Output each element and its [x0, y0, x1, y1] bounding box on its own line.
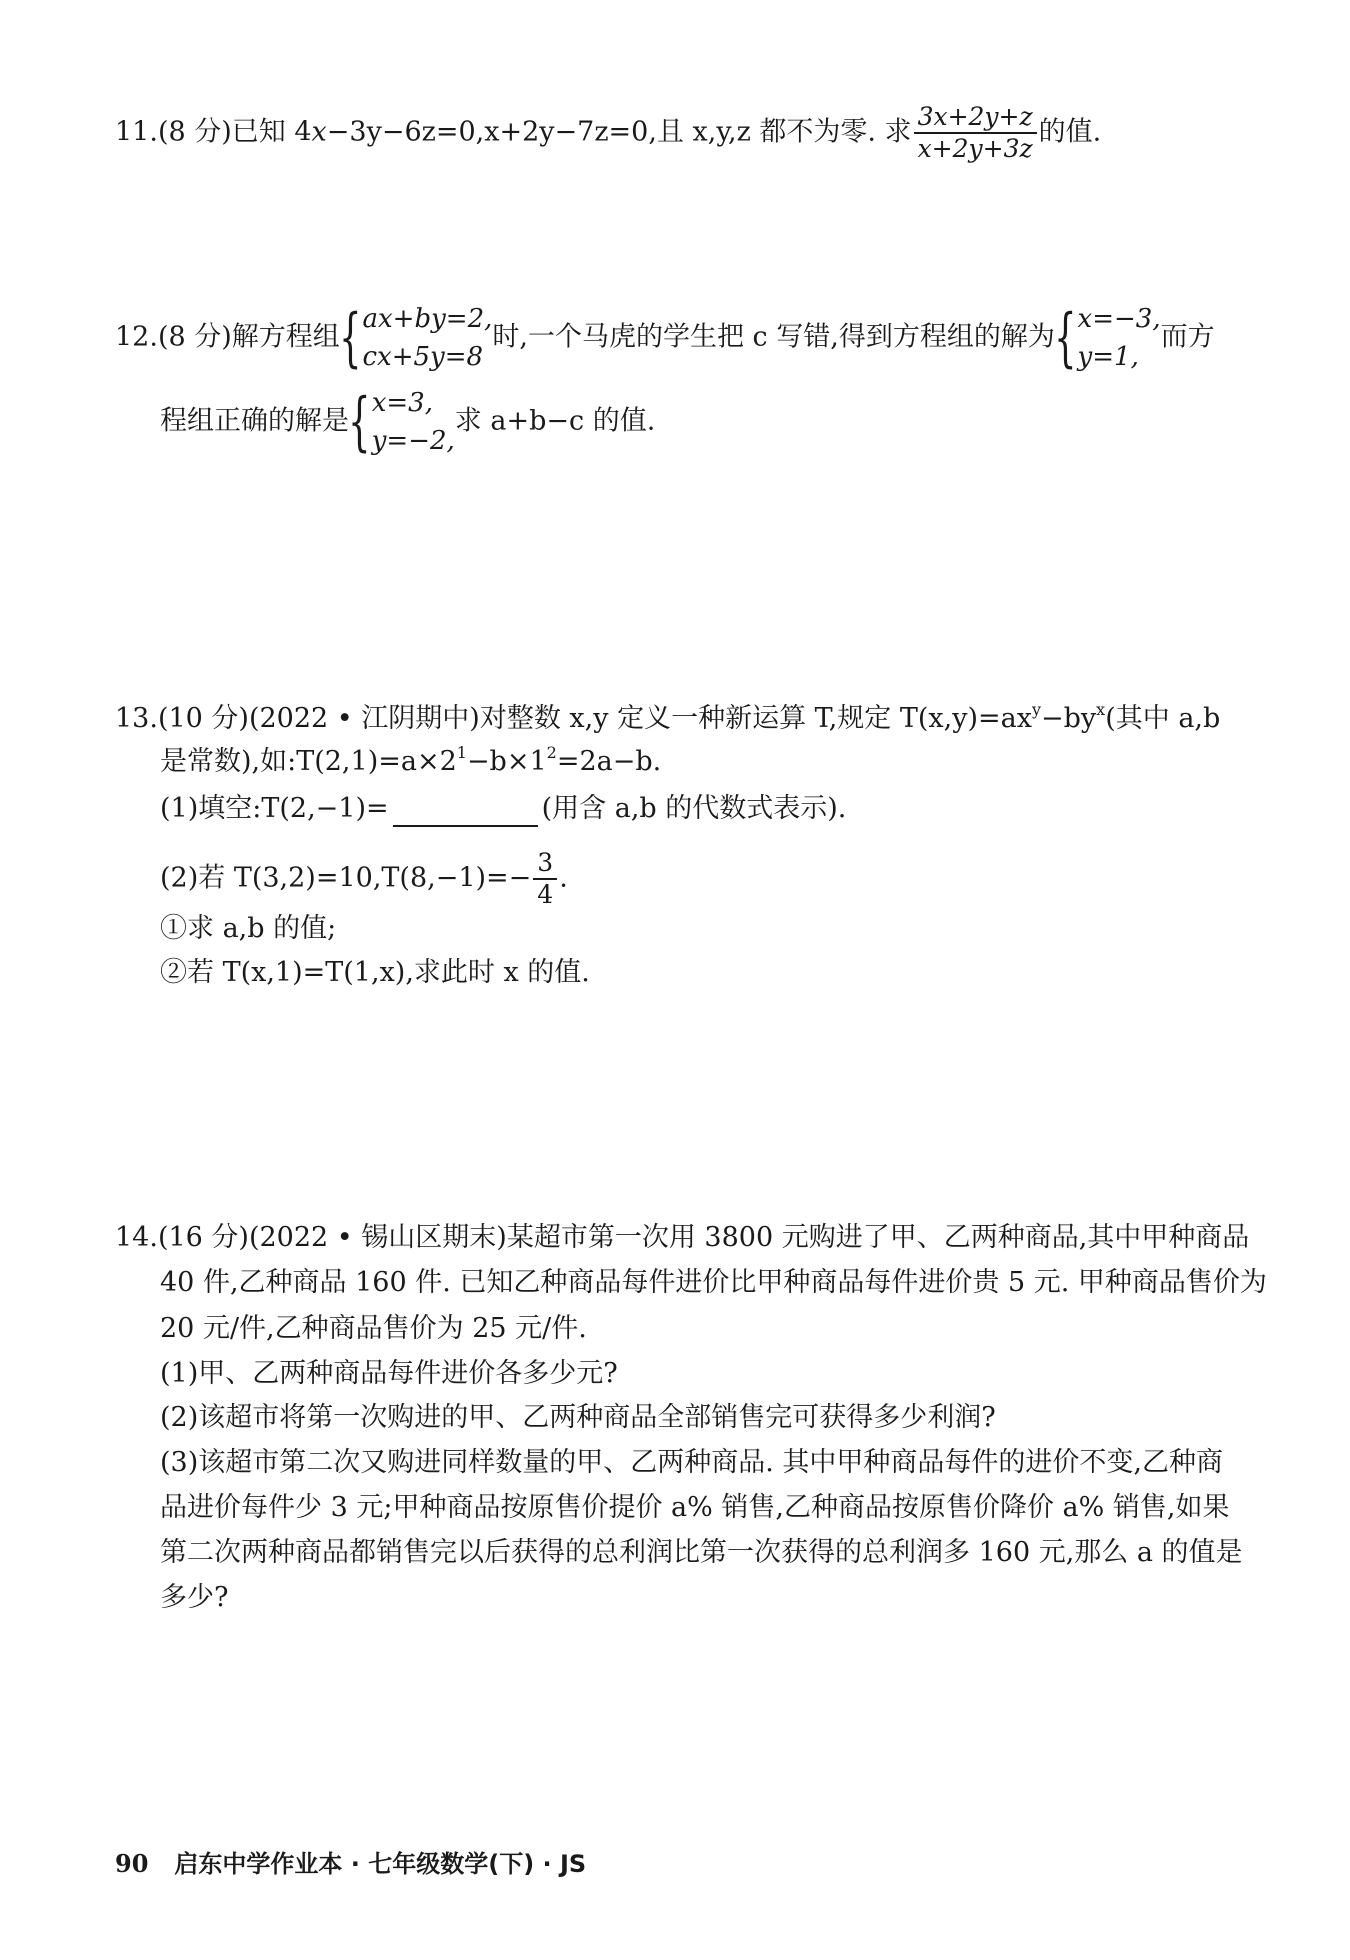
- q11-equations: −3y−6z=0,x+2y−7z=0,且 x,y,z 都不为零. 求: [326, 116, 912, 148]
- question-11: [115, 102, 1101, 164]
- page-number: 90: [115, 1849, 149, 1878]
- q11-number: 11.: [115, 116, 158, 148]
- q12-system-row-1: ax+by=2,: [362, 304, 493, 334]
- q14-score: (16 分): [157, 1222, 249, 1253]
- question-13: [115, 701, 1220, 737]
- q14-part-3-line-4: [160, 1580, 228, 1616]
- brace-icon: {: [1053, 301, 1077, 375]
- q11-text: 已知 4: [231, 116, 312, 148]
- q13-sup-1: 1: [456, 743, 467, 762]
- q12-correct-y: y=−2,: [371, 426, 455, 456]
- q14-line3: 20 元/件,乙种商品售价为 25 元/件.: [160, 1313, 587, 1344]
- q12-correct-x: x=3,: [371, 388, 433, 418]
- q13-line2c: =2a−b.: [556, 746, 662, 777]
- q14-part-1: [160, 1356, 618, 1392]
- q12-score: (8 分): [157, 321, 232, 353]
- q13-p2-fraction-numerator: 3: [537, 848, 554, 877]
- q11-fraction-numerator: 3x+2y+z: [917, 102, 1033, 131]
- q12-tail: 而方: [1160, 321, 1215, 353]
- q12-line2-lead: 程组正确的解是: [160, 405, 349, 437]
- q12-correct-solution: [349, 384, 455, 460]
- q14-p2: (2)该超市将第一次购进的甲、乙两种商品全部销售完可获得多少利润?: [160, 1402, 996, 1433]
- q13-score: (10 分): [157, 703, 249, 734]
- question-13-line-2: [160, 744, 661, 780]
- q13-p1-text: (1)填空:T(2,−1)=: [160, 793, 389, 824]
- q13-p2-fraction-denominator: 4: [537, 880, 554, 909]
- q13-p2-text: (2)若 T(3,2)=10,T(8,−1)=−: [160, 862, 532, 894]
- book-title: 启东中学作业本 · 七年级数学(下) · JS: [174, 1850, 587, 1878]
- q14-p3b: 品进价每件少 3 元;甲种商品按原售价提价 a% 销售,乙种商品按原售价降价 a% 销售,如果: [160, 1492, 1230, 1523]
- q13-line2b: −b×1: [466, 746, 547, 777]
- q11-fraction: [914, 102, 1037, 164]
- q13-line1b: −by: [1041, 703, 1097, 734]
- question-12-line-2: [160, 384, 655, 460]
- q11-fraction-denominator: x+2y+3z: [917, 134, 1033, 163]
- q14-part-3: [160, 1445, 1223, 1481]
- q13-number: 13.: [115, 703, 158, 734]
- q13-line1c: (其中 a,b: [1105, 703, 1221, 734]
- q13-line2a: 是常数),如:T(2,1)=a×2: [160, 746, 457, 777]
- q11-end: 的值.: [1038, 116, 1102, 148]
- q13-p2-fraction: [533, 848, 557, 910]
- q13-sub-2: [160, 955, 590, 991]
- brace-icon: {: [348, 385, 371, 459]
- q14-line1: 某超市第一次用 3800 元购进了甲、乙两种商品,其中甲种商品: [506, 1222, 1250, 1253]
- q13-sup-x: x: [1096, 700, 1106, 719]
- q14-number: 14.: [115, 1222, 158, 1253]
- q14-p3d: 多少?: [160, 1582, 229, 1613]
- q13-sub-1: [160, 911, 336, 947]
- answer-blank[interactable]: [393, 799, 538, 827]
- page-footer: [115, 1844, 586, 1879]
- q12-middle-text: 时,一个马虎的学生把 c 写错,得到方程组的解为: [492, 321, 1055, 353]
- q12-wrong-x: x=−3,: [1077, 304, 1161, 334]
- q12-system-row-2: cx+5y=8: [362, 342, 484, 372]
- q14-line-3: [160, 1311, 587, 1347]
- q14-part-3-line-2: [160, 1490, 1229, 1526]
- q12-wrong-y: y=1,: [1077, 342, 1139, 372]
- q12-equation-system: [340, 300, 493, 376]
- q13-sup-2: 2: [546, 743, 557, 762]
- q14-p3a: (3)该超市第二次又购进同样数量的甲、乙两种商品. 其中甲种商品每件的进价不变,乙种商: [160, 1447, 1223, 1478]
- q14-line2: 40 件,乙种商品 160 件. 已知乙种商品每件进价比甲种商品每件进价贵 5 元. 甲种商品售价为: [160, 1267, 1267, 1298]
- q13-part-2: [160, 848, 568, 910]
- q11-var-x: x: [311, 116, 327, 148]
- q13-sup-y: y: [1031, 700, 1041, 719]
- q12-line2-tail: 求 a+b−c 的值.: [454, 405, 656, 437]
- q13-source: (2022 • 江阴期中): [248, 703, 480, 734]
- q12-wrong-solution: [1055, 300, 1161, 376]
- q12-lead: 解方程组: [231, 321, 340, 353]
- q13-p1-hint: (用含 a,b 的代数式表示).: [541, 793, 847, 824]
- q14-part-2: [160, 1400, 996, 1436]
- q13-part-1: [160, 791, 846, 827]
- question-14: [115, 1220, 1249, 1256]
- q13-p2-end: .: [559, 862, 568, 894]
- q11-score: (8 分): [157, 116, 232, 148]
- q13-line1: 对整数 x,y 定义一种新运算 T,规定 T(x,y)=ax: [479, 703, 1032, 734]
- q12-number: 12.: [115, 321, 158, 353]
- brace-icon: {: [338, 301, 362, 375]
- q13-sub2-text: ②若 T(x,1)=T(1,x),求此时 x 的值.: [160, 957, 590, 988]
- q14-line-2: [160, 1265, 1267, 1301]
- q13-sub1-text: ①求 a,b 的值;: [160, 913, 337, 944]
- question-12: [115, 300, 1215, 376]
- q14-source: (2022 • 锡山区期末): [248, 1222, 507, 1253]
- q14-part-3-line-3: [160, 1535, 1243, 1571]
- q14-p1: (1)甲、乙两种商品每件进价各多少元?: [160, 1358, 618, 1389]
- q14-p3c: 第二次两种商品都销售完以后获得的总利润比第一次获得的总利润多 160 元,那么 a 的值是: [160, 1537, 1243, 1568]
